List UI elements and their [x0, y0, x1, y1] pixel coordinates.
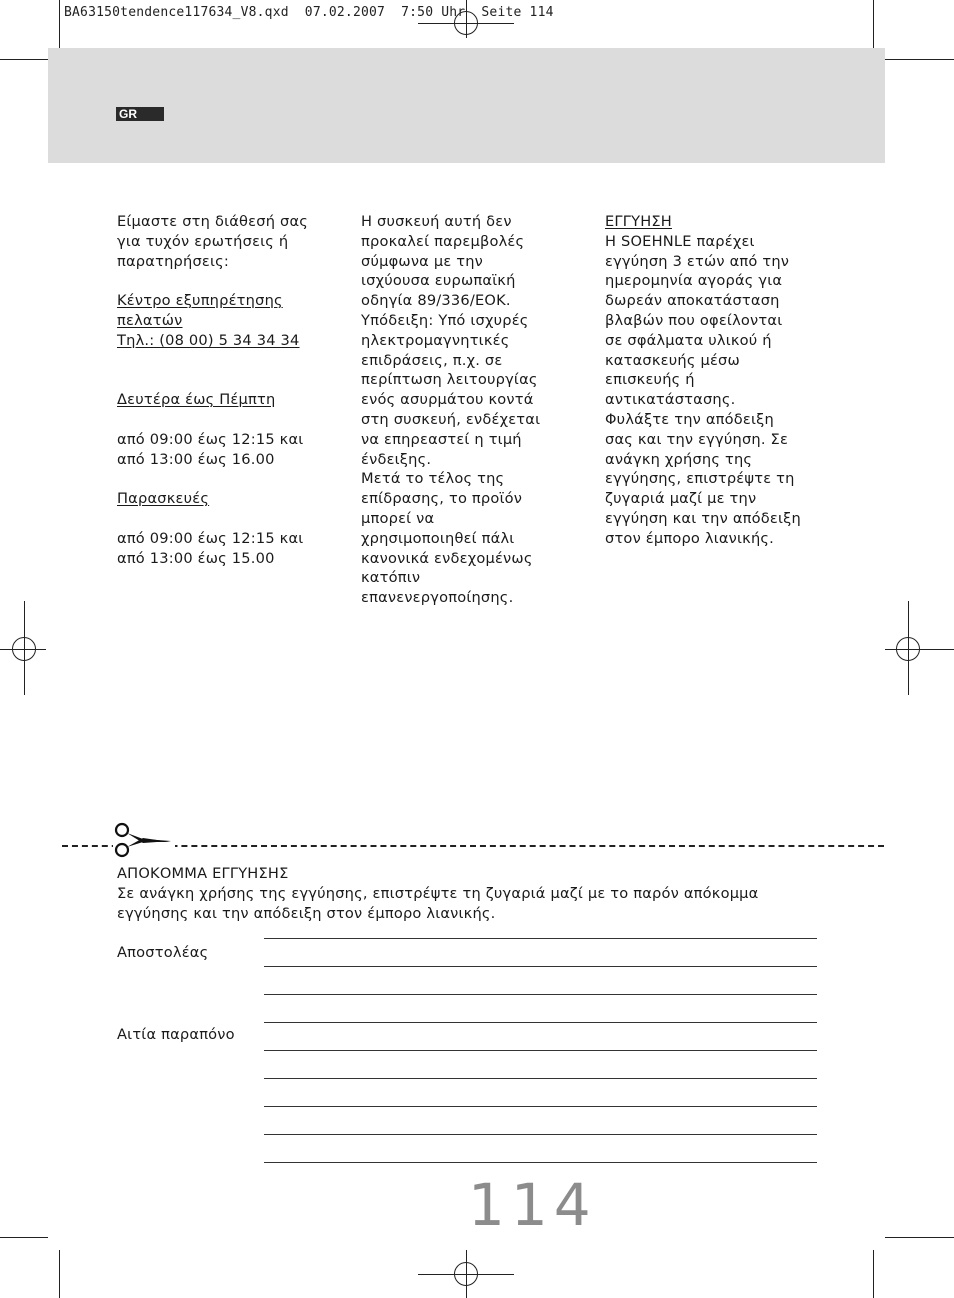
crop-mark [885, 1237, 954, 1238]
text-line: βλαβών που οφείλονται [605, 311, 783, 329]
text-line: σύμφωνα με την [361, 252, 484, 270]
text-line: οδηγία 89/336/ΕΟΚ. [361, 292, 511, 310]
interference-column [361, 212, 571, 608]
service-heading: Κέντρο εξυπηρέτησης [117, 292, 283, 310]
text-line: εγγύηση 3 ετών από την [605, 252, 790, 270]
form-line[interactable] [264, 938, 817, 939]
text-line: να επηρεαστεί η τιμή [361, 430, 522, 448]
phone-number: Τηλ.: (08 00) 5 34 34 34 [117, 331, 300, 349]
text-line: ημερομηνία αγοράς για [605, 272, 783, 290]
weekdays-hours: από 09:00 έως 12:15 και [117, 430, 304, 448]
text-line: Φυλάξτε την απόδειξη [605, 410, 774, 428]
contact-column [117, 212, 347, 568]
text-line: μπορεί να [361, 509, 435, 527]
cut-line [62, 845, 884, 847]
coupon-title: ΑΠΟΚΟΜΜΑ ΕΓΓΥΗΣΗΣ [117, 865, 289, 882]
service-heading: πελατών [117, 311, 183, 329]
text-line: Η SOEHNLE παρέχει [605, 232, 755, 250]
text-line: περίπτωση λειτουργίας [361, 371, 538, 389]
text-line: στον έμπορο λιανικής. [605, 529, 775, 547]
page-number: 114 [468, 1171, 597, 1239]
text-line: επίδρασης, το προϊόν [361, 490, 523, 508]
registration-mark-left-circle [12, 637, 36, 661]
crop-mark [0, 1237, 48, 1238]
text-line: επανενεργοποίησης. [361, 589, 514, 607]
weekdays-hours: από 13:00 έως 16.00 [117, 450, 275, 468]
text-line: αντικατάστασης. [605, 391, 736, 409]
text-line: δωρεάν αποκατάσταση [605, 292, 780, 310]
text-line: κατασκευής μέσω [605, 351, 740, 369]
text-line: ανάγκη χρήσης της [605, 450, 753, 468]
text-line: εγγύησης, επιστρέψτε τη [605, 470, 795, 488]
text-line: χρησιμοποιηθεί πάλι [361, 529, 515, 547]
text-line: σε σφάλματα υλικού ή [605, 331, 772, 349]
text-line: Η συσκευή αυτή δεν [361, 213, 512, 230]
reason-label: Αιτία παραπόνο [117, 1026, 235, 1043]
text-line: κανονικά ενδεχομένως [361, 549, 533, 567]
intro-line: για τυχόν ερωτήσεις ή [117, 232, 289, 250]
header-band [48, 48, 885, 163]
text-line: στη συσκευή, ενδέχεται [361, 410, 541, 428]
text-line: σας και την εγγύηση. Σε [605, 430, 789, 448]
print-slug: BA63150tendence117634_V8.qxd 07.02.2007 7:50 Uhr Seite 114 [64, 5, 554, 20]
intro-line: παρατηρήσεις: [117, 252, 229, 270]
scissors-icon [113, 820, 175, 860]
intro-line: Είμαστε στη διάθεσή σας [117, 213, 309, 230]
warranty-heading: ΕΓΓΥΗΣΗ [605, 213, 672, 230]
text-line: κατόπιν [361, 569, 421, 587]
warranty-column [605, 212, 835, 549]
form-line[interactable] [264, 1106, 817, 1107]
text-line: ένδειξης. [361, 450, 432, 468]
text-line: εγγύηση και την απόδειξη [605, 509, 801, 527]
warranty-coupon [117, 864, 837, 924]
text-line: ενός ασυρμάτου κοντά [361, 391, 534, 409]
friday-hours: από 09:00 έως 12:15 και [117, 529, 304, 547]
text-line: ισχύουσα ευρωπαϊκή [361, 272, 516, 290]
text-line: προκαλεί παρεμβολές [361, 232, 525, 250]
friday-heading: Παρασκευές [117, 490, 210, 508]
form-line[interactable] [264, 1134, 817, 1135]
form-line[interactable] [264, 994, 817, 995]
text-line: Μετά το τέλος της [361, 470, 505, 488]
friday-hours: από 13:00 έως 15.00 [117, 549, 275, 567]
weekdays-heading: Δευτέρα έως Πέμπτη [117, 391, 276, 409]
crop-mark [0, 59, 48, 60]
text-line: Υπόδειξη: Υπό ισχυρές [361, 311, 529, 329]
crop-mark [873, 0, 874, 48]
registration-mark-bottom-circle [454, 1262, 478, 1286]
registration-mark-right-circle [896, 637, 920, 661]
form-line[interactable] [264, 1050, 817, 1051]
text-line: ηλεκτρομαγνητικές [361, 331, 510, 349]
text-line: ζυγαριά μαζί με την [605, 490, 757, 508]
form-line[interactable] [264, 1022, 817, 1023]
form-line[interactable] [264, 966, 817, 967]
language-tag: GR [116, 107, 164, 121]
crop-mark [59, 0, 60, 48]
form-line[interactable] [264, 1078, 817, 1079]
coupon-text: εγγύησης και την απόδειξη στον έμπορο λιανικής. [117, 905, 496, 922]
text-line: επιδράσεις, π.χ. σε [361, 351, 503, 369]
crop-mark [59, 1250, 60, 1298]
text-line: επισκευής ή [605, 371, 695, 389]
form-line[interactable] [264, 1162, 817, 1163]
crop-mark [885, 59, 954, 60]
coupon-text: Σε ανάγκη χρήσης της εγγύησης, επιστρέψτε τη ζυγαριά μαζί με το παρόν απόκομμα [117, 885, 759, 902]
sender-label: Αποστολέας [117, 944, 209, 961]
crop-mark [873, 1250, 874, 1298]
